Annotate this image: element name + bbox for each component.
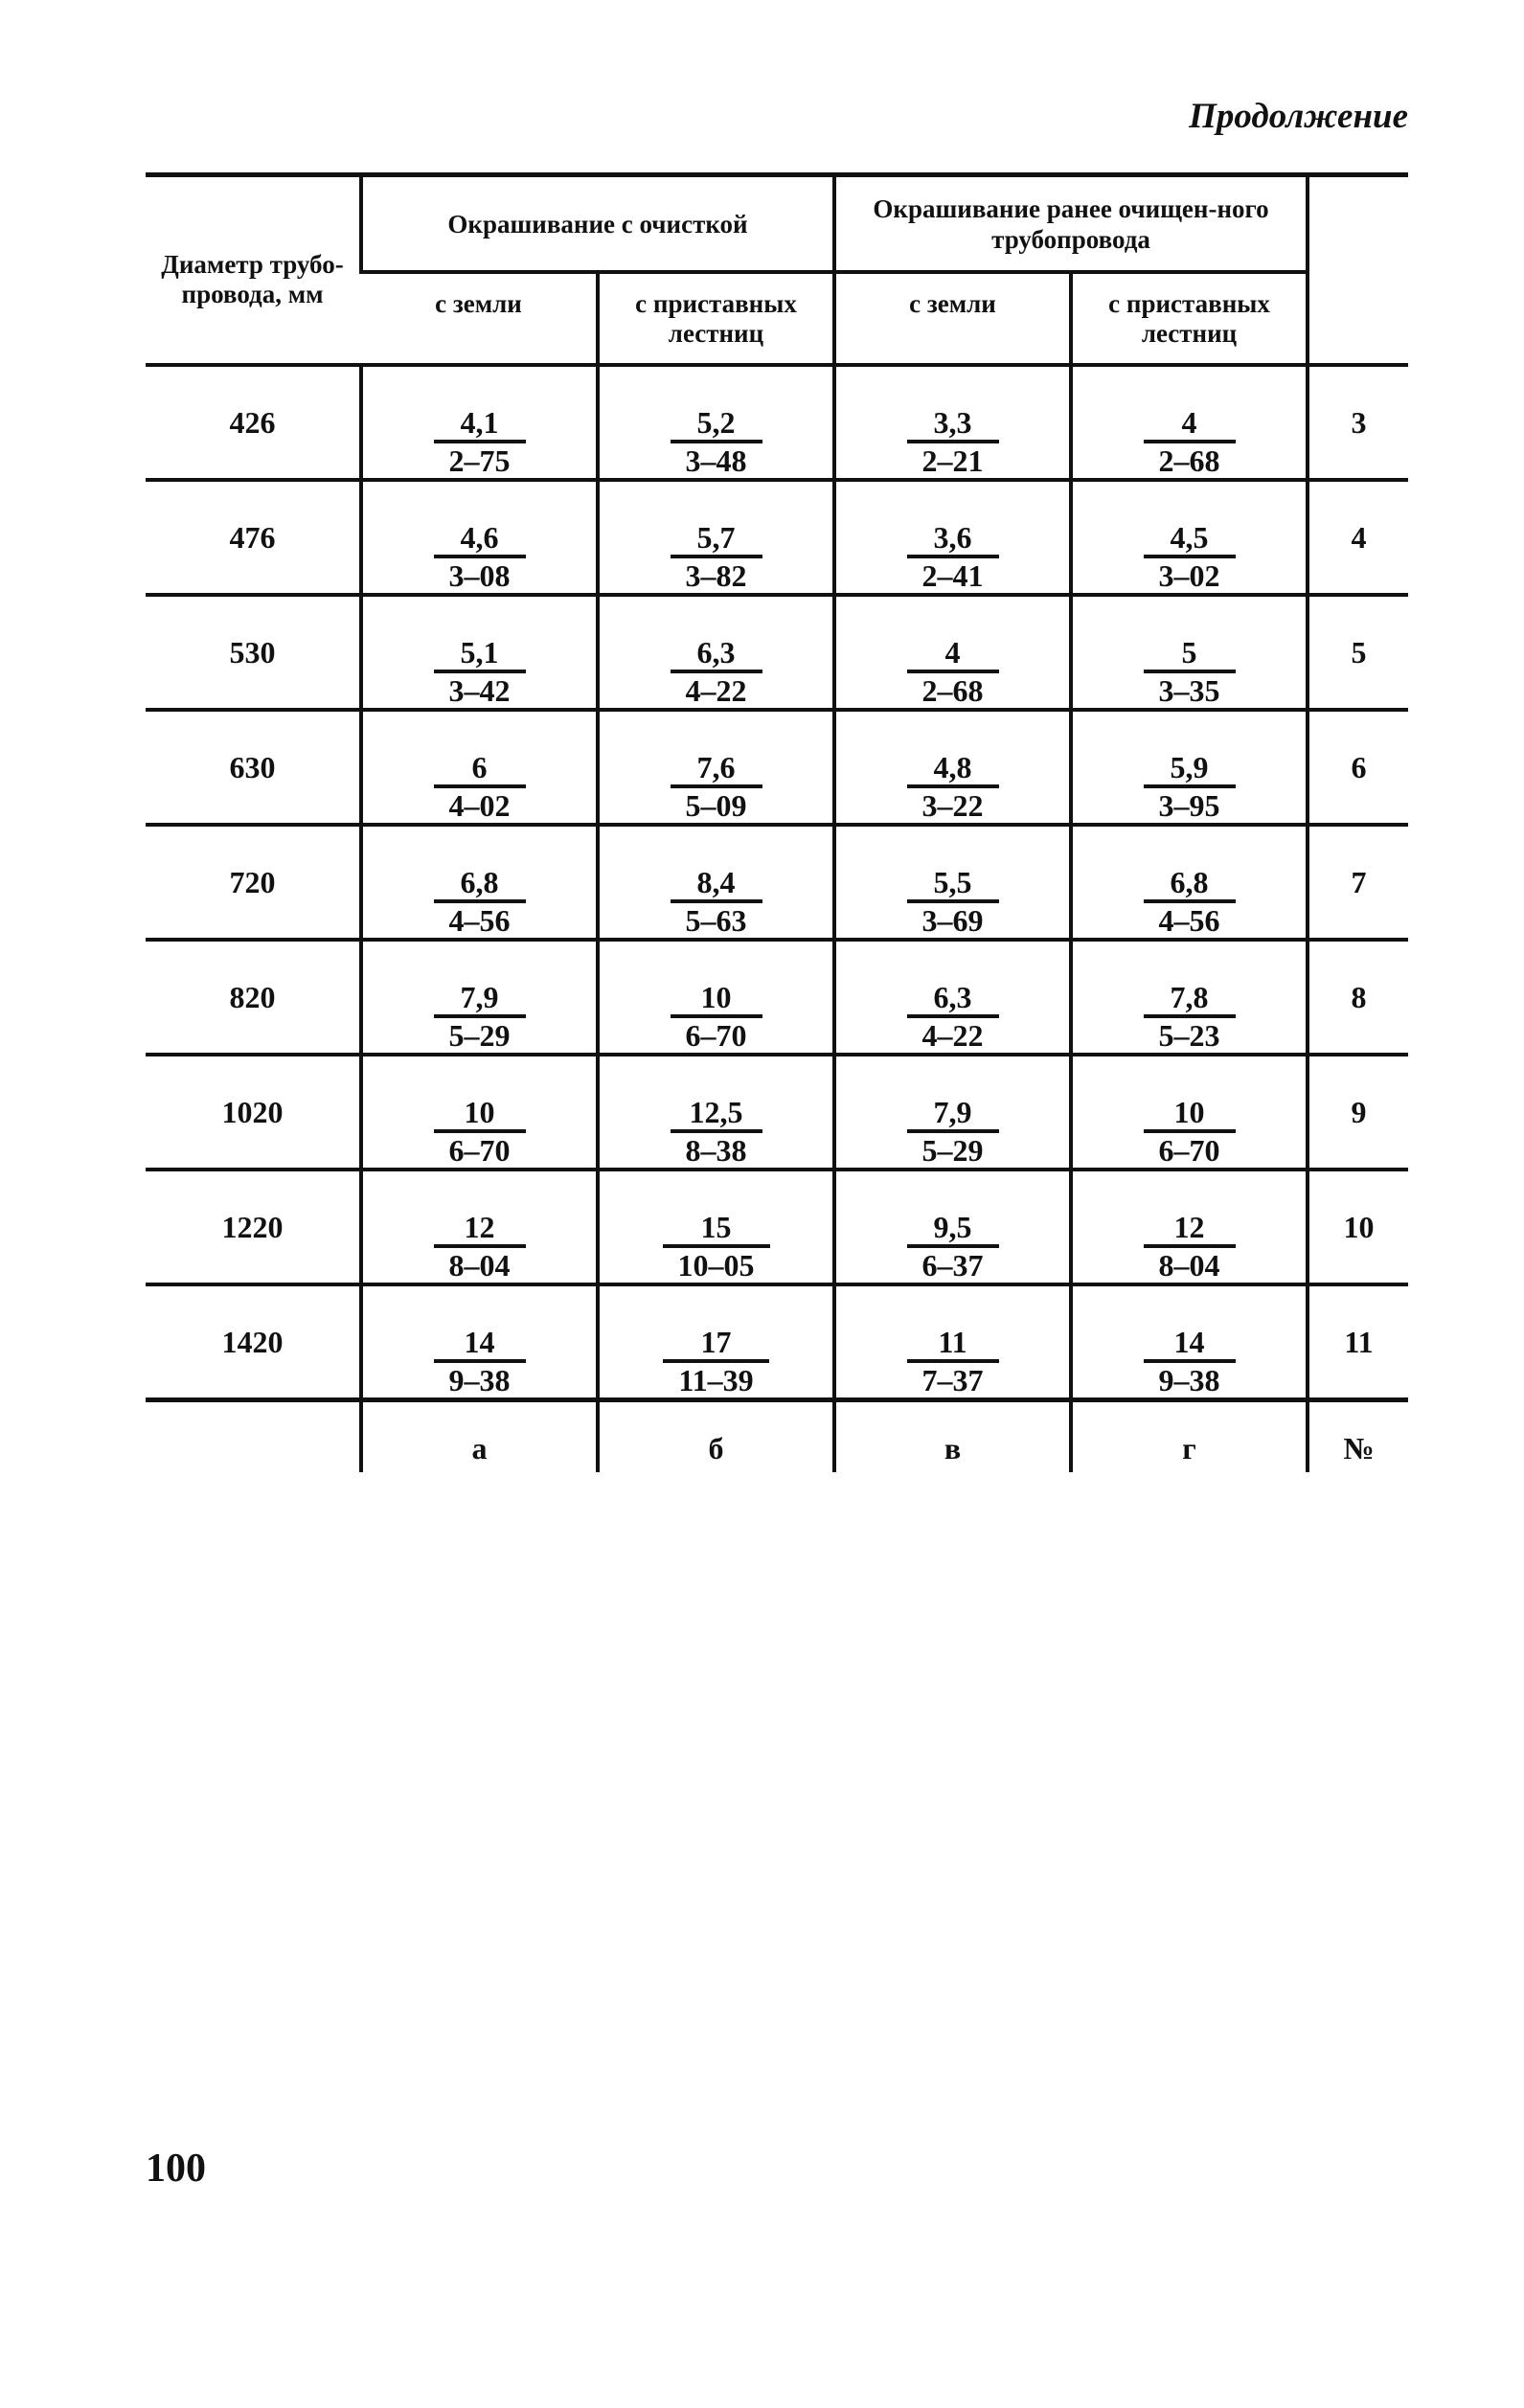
fraction-denominator: 2–21 <box>921 443 984 478</box>
fraction-numerator: 4,1 <box>434 405 526 443</box>
cell-row-number: 9 <box>1308 1055 1408 1170</box>
fraction <box>1144 750 1236 823</box>
header-group-precleaned: Окрашивание ранее очищен-ного трубопровода <box>834 175 1308 273</box>
fraction-numerator: 10 <box>671 980 762 1018</box>
fraction <box>434 520 526 593</box>
fraction <box>434 865 526 938</box>
cell-row-number: 4 <box>1308 480 1408 595</box>
cell-fraction-g <box>1071 710 1308 825</box>
cell-fraction-v <box>834 365 1071 480</box>
fraction <box>1144 635 1236 708</box>
cell-diameter: 476 <box>146 480 361 595</box>
footer-col-number: № <box>1308 1400 1408 1472</box>
fraction-numerator: 7,9 <box>907 1095 999 1133</box>
table-body <box>146 365 1408 1400</box>
cell-diameter: 1020 <box>146 1055 361 1170</box>
table-row <box>146 1055 1408 1170</box>
header-sub-ladder-2: с приставных лестниц <box>1071 272 1308 365</box>
cell-row-number: 10 <box>1308 1170 1408 1284</box>
fraction <box>434 1325 526 1397</box>
fraction <box>434 405 526 478</box>
fraction-numerator: 9,5 <box>907 1210 999 1248</box>
fraction-denominator: 2–68 <box>921 673 984 708</box>
cell-fraction-b <box>598 940 834 1055</box>
fraction-numerator: 6,8 <box>1144 865 1236 903</box>
cell-fraction-v <box>834 480 1071 595</box>
cell-fraction-g <box>1071 595 1308 710</box>
cell-diameter: 630 <box>146 710 361 825</box>
cell-fraction-a <box>361 710 598 825</box>
header-diameter: Диаметр трубо-провода, мм <box>146 175 361 366</box>
fraction-numerator: 4,6 <box>434 520 526 558</box>
fraction-denominator: 7–37 <box>921 1363 984 1397</box>
fraction-denominator: 6–70 <box>1158 1133 1220 1168</box>
cell-fraction-v <box>834 1170 1071 1284</box>
header-number-blank <box>1308 175 1408 366</box>
fraction-numerator: 6,3 <box>907 980 999 1018</box>
fraction-denominator: 8–38 <box>685 1133 747 1168</box>
fraction <box>1144 865 1236 938</box>
cell-fraction-a <box>361 480 598 595</box>
fraction <box>671 865 762 938</box>
cell-fraction-a <box>361 365 598 480</box>
fraction-numerator: 4 <box>1144 405 1236 443</box>
table-row <box>146 480 1408 595</box>
fraction <box>671 1095 762 1168</box>
fraction <box>907 980 999 1053</box>
fraction-numerator: 4 <box>907 635 999 673</box>
fraction <box>1144 405 1236 478</box>
fraction <box>434 750 526 823</box>
cell-fraction-b <box>598 595 834 710</box>
fraction-denominator: 3–82 <box>685 558 747 593</box>
fraction <box>1144 1210 1236 1283</box>
fraction-numerator: 5,9 <box>1144 750 1236 788</box>
fraction-numerator: 6,8 <box>434 865 526 903</box>
fraction-numerator: 17 <box>663 1325 768 1363</box>
cell-row-number: 5 <box>1308 595 1408 710</box>
fraction-numerator: 6 <box>434 750 526 788</box>
cell-row-number: 3 <box>1308 365 1408 480</box>
cell-fraction-b <box>598 710 834 825</box>
fraction-numerator: 3,3 <box>907 405 999 443</box>
fraction-numerator: 8,4 <box>671 865 762 903</box>
fraction <box>907 750 999 823</box>
header-group-clean: Окрашивание с очисткой <box>361 175 834 273</box>
cell-fraction-b <box>598 1170 834 1284</box>
fraction <box>907 1325 999 1397</box>
fraction-denominator: 5–29 <box>921 1133 984 1168</box>
cell-fraction-g <box>1071 1284 1308 1400</box>
fraction <box>907 1210 999 1283</box>
cell-fraction-a <box>361 1055 598 1170</box>
fraction-denominator: 8–04 <box>448 1248 511 1283</box>
fraction-numerator: 12,5 <box>671 1095 762 1133</box>
fraction-denominator: 9–38 <box>448 1363 511 1397</box>
fraction-denominator: 6–70 <box>448 1133 511 1168</box>
fraction-denominator: 5–63 <box>685 903 747 938</box>
fraction-numerator: 11 <box>907 1325 999 1363</box>
norms-table <box>146 172 1408 1472</box>
cell-diameter: 426 <box>146 365 361 480</box>
fraction-denominator: 4–56 <box>1158 903 1220 938</box>
fraction <box>434 980 526 1053</box>
cell-fraction-b <box>598 825 834 940</box>
footer-col-v: в <box>834 1400 1071 1472</box>
fraction-numerator: 4,5 <box>1144 520 1236 558</box>
header-sub-ground-2: с земли <box>834 272 1071 365</box>
table-row <box>146 1284 1408 1400</box>
fraction-denominator: 9–38 <box>1158 1363 1220 1397</box>
fraction-denominator: 11–39 <box>678 1363 754 1397</box>
cell-fraction-a <box>361 1284 598 1400</box>
table-row <box>146 365 1408 480</box>
cell-fraction-b <box>598 1284 834 1400</box>
cell-diameter: 720 <box>146 825 361 940</box>
fraction-numerator: 5,5 <box>907 865 999 903</box>
fraction-numerator: 12 <box>434 1210 526 1248</box>
cell-fraction-g <box>1071 1055 1308 1170</box>
fraction <box>1144 980 1236 1053</box>
fraction <box>434 1210 526 1283</box>
fraction-numerator: 3,6 <box>907 520 999 558</box>
fraction-denominator: 3–08 <box>448 558 511 593</box>
fraction-denominator: 2–41 <box>921 558 984 593</box>
fraction <box>434 1095 526 1168</box>
footer-col-a: а <box>361 1400 598 1472</box>
cell-fraction-v <box>834 595 1071 710</box>
cell-diameter: 820 <box>146 940 361 1055</box>
fraction <box>1144 520 1236 593</box>
cell-fraction-v <box>834 825 1071 940</box>
cell-fraction-b <box>598 365 834 480</box>
cell-diameter: 530 <box>146 595 361 710</box>
fraction-denominator: 3–95 <box>1158 788 1220 823</box>
fraction <box>907 635 999 708</box>
fraction-numerator: 5,7 <box>671 520 762 558</box>
fraction <box>434 635 526 708</box>
fraction-numerator: 7,9 <box>434 980 526 1018</box>
cell-fraction-a <box>361 940 598 1055</box>
cell-fraction-v <box>834 1284 1071 1400</box>
fraction <box>671 405 762 478</box>
fraction-numerator: 15 <box>663 1210 770 1248</box>
fraction-denominator: 5–09 <box>685 788 747 823</box>
cell-row-number: 8 <box>1308 940 1408 1055</box>
cell-fraction-a <box>361 825 598 940</box>
header-sub-ground-1: с земли <box>361 272 598 365</box>
fraction <box>907 1095 999 1168</box>
fraction-numerator: 7,8 <box>1144 980 1236 1018</box>
fraction-numerator: 14 <box>434 1325 526 1363</box>
fraction-denominator: 3–69 <box>921 903 984 938</box>
cell-fraction-v <box>834 1055 1071 1170</box>
table-row <box>146 1170 1408 1284</box>
header-row-1 <box>146 175 1408 273</box>
fraction-denominator: 5–29 <box>448 1018 511 1053</box>
fraction-numerator: 10 <box>1144 1095 1236 1133</box>
cell-fraction-a <box>361 1170 598 1284</box>
fraction <box>1144 1095 1236 1168</box>
cell-fraction-v <box>834 710 1071 825</box>
fraction <box>907 405 999 478</box>
fraction-denominator: 10–05 <box>677 1248 755 1283</box>
fraction <box>1144 1325 1236 1397</box>
fraction-numerator: 12 <box>1144 1210 1236 1248</box>
fraction <box>671 635 762 708</box>
table-row <box>146 595 1408 710</box>
fraction-denominator: 2–75 <box>448 443 511 478</box>
fraction <box>671 520 762 593</box>
fraction-denominator: 3–42 <box>448 673 511 708</box>
fraction-numerator: 4,8 <box>907 750 999 788</box>
fraction-denominator: 3–48 <box>685 443 747 478</box>
fraction <box>663 1325 768 1397</box>
fraction <box>663 1210 770 1283</box>
cell-diameter: 1220 <box>146 1170 361 1284</box>
table-row <box>146 710 1408 825</box>
table-row <box>146 940 1408 1055</box>
fraction-denominator: 4–22 <box>685 673 747 708</box>
footer-col-b: б <box>598 1400 834 1472</box>
fraction <box>671 750 762 823</box>
cell-row-number: 6 <box>1308 710 1408 825</box>
fraction-numerator: 7,6 <box>671 750 762 788</box>
fraction-denominator: 3–22 <box>921 788 984 823</box>
fraction-denominator: 6–37 <box>921 1248 984 1283</box>
fraction-denominator: 6–70 <box>685 1018 747 1053</box>
page-number: 100 <box>146 2147 206 2191</box>
fraction-denominator: 4–56 <box>448 903 511 938</box>
fraction-numerator: 6,3 <box>671 635 762 673</box>
fraction <box>907 865 999 938</box>
cell-fraction-a <box>361 595 598 710</box>
fraction-denominator: 8–04 <box>1158 1248 1220 1283</box>
cell-row-number: 11 <box>1308 1284 1408 1400</box>
table-row <box>146 825 1408 940</box>
fraction-denominator: 3–02 <box>1158 558 1220 593</box>
cell-fraction-b <box>598 480 834 595</box>
fraction-denominator: 4–02 <box>448 788 511 823</box>
fraction-numerator: 5 <box>1144 635 1236 673</box>
header-sub-ladder-1: с приставных лестниц <box>598 272 834 365</box>
cell-fraction-g <box>1071 480 1308 595</box>
fraction <box>907 520 999 593</box>
fraction-denominator: 4–22 <box>921 1018 984 1053</box>
cell-fraction-b <box>598 1055 834 1170</box>
fraction-numerator: 14 <box>1144 1325 1236 1363</box>
fraction-numerator: 10 <box>434 1095 526 1133</box>
fraction-numerator: 5,2 <box>671 405 762 443</box>
cell-fraction-g <box>1071 1170 1308 1284</box>
continuation-label: Продолжение <box>1189 97 1408 136</box>
cell-fraction-g <box>1071 825 1308 940</box>
fraction-denominator: 5–23 <box>1158 1018 1220 1053</box>
fraction <box>671 980 762 1053</box>
cell-fraction-g <box>1071 940 1308 1055</box>
fraction-numerator: 5,1 <box>434 635 526 673</box>
footer-blank <box>146 1400 361 1472</box>
cell-diameter: 1420 <box>146 1284 361 1400</box>
cell-fraction-v <box>834 940 1071 1055</box>
footer-row <box>146 1400 1408 1472</box>
cell-row-number: 7 <box>1308 825 1408 940</box>
cell-fraction-g <box>1071 365 1308 480</box>
fraction-denominator: 2–68 <box>1158 443 1220 478</box>
fraction-denominator: 3–35 <box>1158 673 1220 708</box>
footer-col-g: г <box>1071 1400 1308 1472</box>
